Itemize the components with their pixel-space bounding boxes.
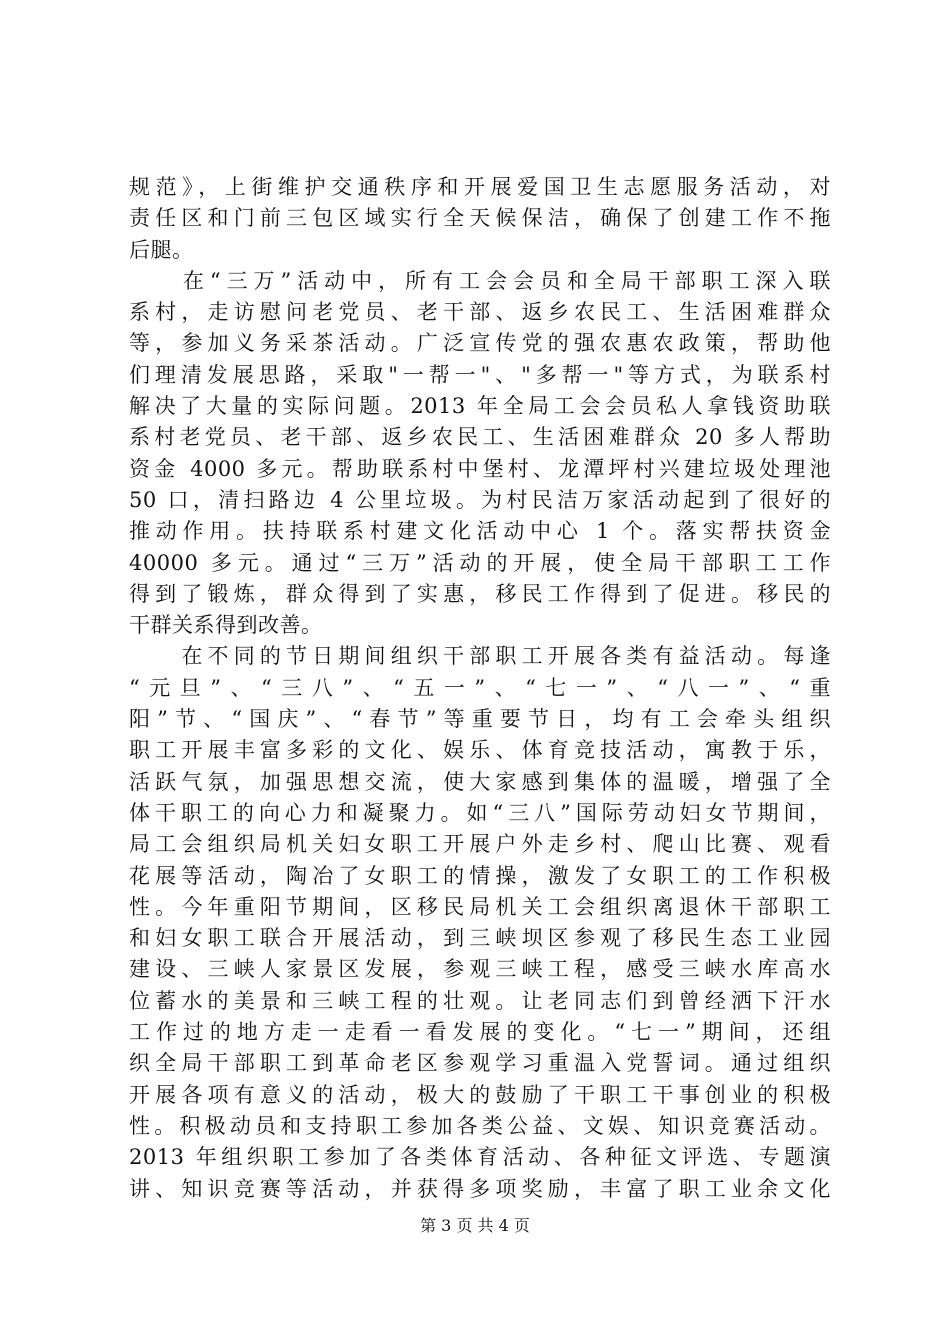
text-line: 责任区和门前三包区域实行全天候保洁，确保了创建工作不拖	[129, 206, 831, 231]
text-line: 40000 多元。通过“三万”活动的开展，使全局干部职工工作	[129, 550, 831, 575]
text-line: 在不同的节日期间组织干部职工开展各类有益活动。每逢	[129, 644, 831, 669]
text-line: 系村老党员、老干部、返乡农民工、生活困难群众 20 多人帮助	[129, 425, 831, 450]
text-line: “元旦”、“三八”、“五一”、“七一”、“八一”、“重	[129, 675, 831, 700]
text-line: 阳”节、“国庆”、“春节”等重要节日，均有工会牵头组织	[129, 707, 831, 732]
text-line: 性。积极动员和支持职工参加各类公益、文娱、知识竞赛活动。	[129, 1113, 831, 1138]
text-line: 2013 年组织职工参加了各类体育活动、各种征文评选、专题演	[129, 1145, 831, 1170]
text-line: 干群关系得到改善。	[129, 613, 323, 638]
document-body	[129, 172, 831, 1205]
text-line: 工作过的地方走一走看一看发展的变化。“七一”期间，还组	[129, 1020, 831, 1045]
text-line: 体干职工的向心力和凝聚力。如“三八”国际劳动妇女节期间，	[129, 800, 831, 825]
text-line: 资金 4000 多元。帮助联系村中堡村、龙潭坪村兴建垃圾处理池	[129, 456, 831, 481]
text-line: 和妇女职工联合开展活动，到三峡坝区参观了移民生态工业园	[129, 926, 831, 951]
text-line: 讲、知识竞赛等活动，并获得多项奖励，丰富了职工业余文化	[129, 1176, 831, 1201]
page-number-footer: 第 3 页 共 4 页	[420, 1216, 530, 1235]
text-line: 规范》，上街维护交通秩序和开展爱国卫生志愿服务活动，对	[129, 175, 831, 199]
text-line: 性。今年重阳节期间，区移民局机关工会组织离退休干部职工	[129, 894, 831, 919]
text-line: 后腿。	[129, 237, 194, 262]
text-line: 推动作用。扶持联系村建文化活动中心 1 个。落实帮扶资金	[129, 519, 831, 544]
text-line: 花展等活动，陶冶了女职工的情操，激发了女职工的工作积极	[129, 863, 831, 888]
text-line: 位蓄水的美景和三峡工程的壮观。让老同志们到曾经洒下汗水	[129, 988, 831, 1013]
text-line: 局工会组织局机关妇女职工开展户外走乡村、爬山比赛、观看	[129, 832, 831, 857]
text-line: 得到了锻炼，群众得到了实惠，移民工作得到了促进。移民的	[129, 581, 831, 606]
text-line: 在“三万”活动中，所有工会会员和全局干部职工深入联	[129, 268, 831, 293]
text-line: 开展各项有意义的活动，极大的鼓励了干职工干事创业的积极	[129, 1082, 831, 1107]
text-line: 等，参加义务采茶活动。广泛宣传党的强农惠农政策，帮助他	[129, 331, 831, 356]
text-line: 系村，走访慰问老党员、老干部、返乡农民工、生活困难群众	[129, 300, 831, 325]
text-line: 建设、三峡人家景区发展，参观三峡工程，感受三峡水库高水	[129, 957, 831, 982]
text-line: 解决了大量的实际问题。2013 年全局工会会员私人拿钱资助联	[129, 394, 831, 419]
text-line: 职工开展丰富多彩的文化、娱乐、体育竞技活动，寓教于乐，	[129, 738, 831, 763]
text-line: 们理清发展思路，采取"一帮一"、"多帮一"等方式，为联系村	[129, 362, 831, 387]
text-line: 50 口，清扫路边 4 公里垃圾。为村民洁万家活动起到了很好的	[129, 487, 831, 512]
text-line: 活跃气氛，加强思想交流，使大家感到集体的温暖，增强了全	[129, 769, 831, 794]
text-line: 织全局干部职工到革命老区参观学习重温入党誓词。通过组织	[129, 1051, 831, 1076]
